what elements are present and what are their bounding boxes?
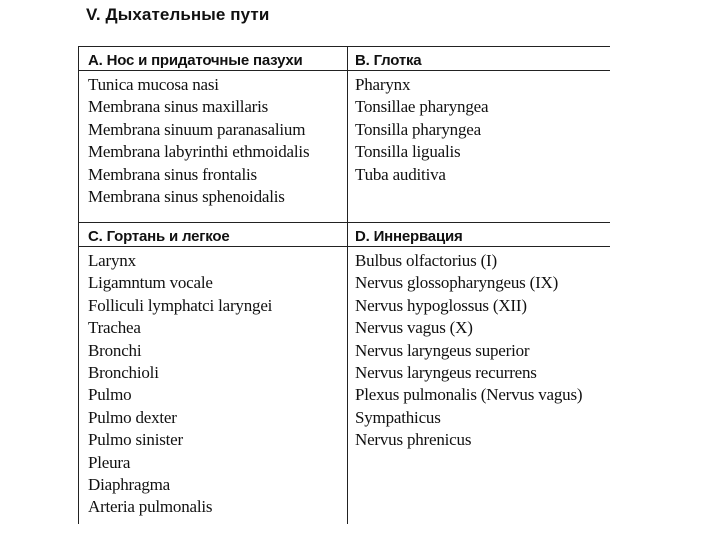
list-item: Tunica mucosa nasi	[88, 75, 219, 94]
list-item: Membrana sinus frontalis	[88, 164, 257, 184]
list-item: Folliculi lymphatci laryngei	[88, 295, 273, 315]
list-item: Pulmo dexter	[88, 407, 177, 427]
section-b-heading: B. Глотка	[355, 52, 422, 69]
terms-table	[78, 46, 610, 524]
section-b	[355, 52, 610, 186]
list-item: Membrana sinus maxillaris	[88, 97, 269, 117]
list-item: Nervus hypoglossus (XII)	[355, 295, 527, 315]
list-item: Pulmo sinister	[88, 430, 183, 450]
section-d-heading: D. Иннервация	[355, 228, 463, 245]
list-item: Membrana sinus sphenoidalis	[88, 187, 285, 207]
list-item: Plexus pulmonalis (Nervus vagus)	[355, 385, 583, 405]
list-item: Arteria pulmonalis	[88, 497, 213, 517]
list-item: Larynx	[88, 251, 136, 270]
list-item: Membrana labyrinthi ethmoidalis	[88, 142, 310, 162]
list-item: Bronchi	[88, 340, 142, 360]
table-column-divider	[347, 46, 348, 524]
list-item: Pleura	[88, 452, 131, 472]
section-a	[88, 52, 343, 208]
list-item: Trachea	[88, 318, 141, 338]
list-item: Nervus vagus (X)	[355, 318, 473, 338]
list-item: Pharynx	[355, 75, 411, 94]
section-d-list	[355, 250, 610, 452]
section-b-list	[355, 74, 610, 186]
section-a-b-top-rule	[78, 46, 610, 47]
section-c-heading: C. Гортань и легкое	[88, 228, 230, 245]
section-a-list	[88, 74, 343, 208]
list-item: Tuba auditiva	[355, 164, 446, 184]
list-item: Sympathicus	[355, 407, 441, 427]
section-c	[88, 228, 343, 519]
list-item: Nervus phrenicus	[355, 430, 472, 450]
list-item: Ligamntum vocale	[88, 273, 213, 293]
list-item: Nervus laryngeus superior	[355, 340, 530, 360]
list-item: Bulbus olfactorius (I)	[355, 251, 497, 270]
section-c-list	[88, 250, 343, 519]
list-item: Tonsillae pharyngea	[355, 97, 489, 117]
list-item: Nervus laryngeus recurrens	[355, 363, 537, 383]
list-item: Nervus glossopharyngeus (IX)	[355, 273, 559, 293]
list-item: Diaphragma	[88, 475, 171, 495]
section-d	[355, 228, 610, 452]
list-item: Pulmo	[88, 385, 132, 405]
document-title: V. Дыхательные пути	[86, 5, 270, 24]
list-item: Membrana sinuum paranasalium	[88, 119, 306, 139]
list-item: Tonsilla pharyngea	[355, 119, 481, 139]
list-item: Tonsilla ligualis	[355, 142, 461, 162]
section-c-d-top-rule	[78, 222, 610, 223]
list-item: Bronchioli	[88, 363, 159, 383]
table-left-border	[78, 46, 79, 524]
section-a-heading: A. Нос и придаточные пазухи	[88, 52, 303, 69]
